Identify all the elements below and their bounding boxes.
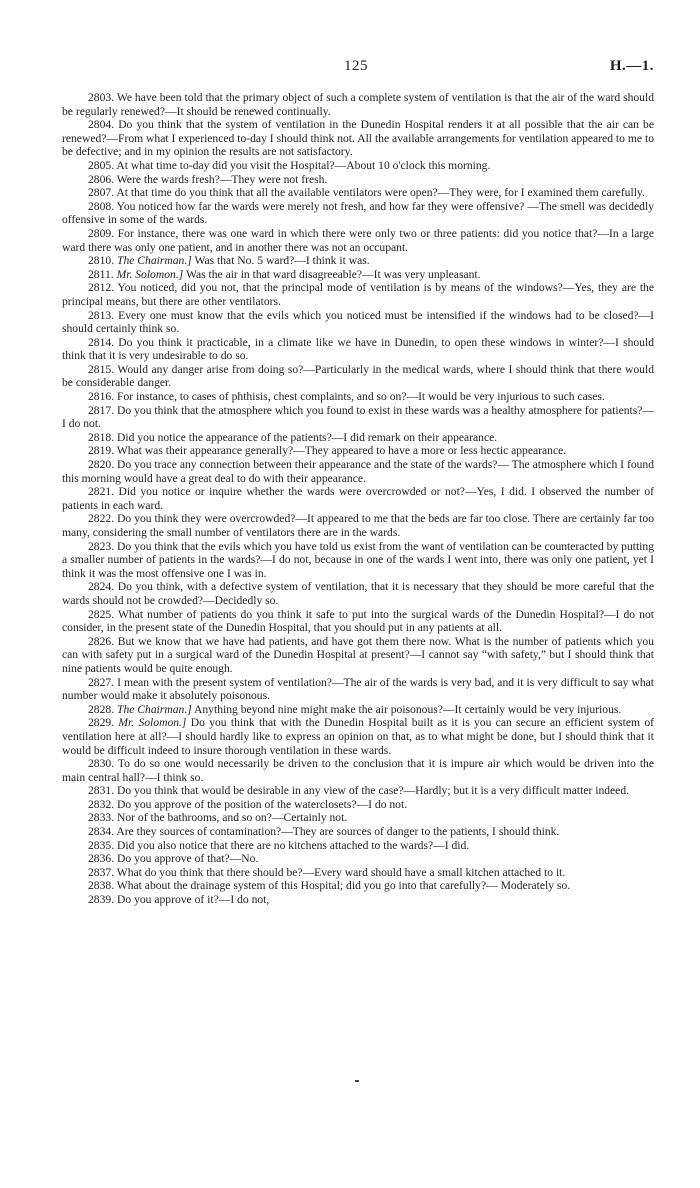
- question-number: 2806.: [88, 172, 115, 186]
- question-paragraph: [62, 268, 654, 282]
- question-text: What was their appearance generally?—They appeared to have a more or less hectic appearance.: [116, 444, 567, 458]
- question-number: 2810.: [88, 254, 115, 268]
- question-text: Do you think that with the Dunedin Hospital built as it is you can secure an efficient system of ventilation here at all?—I should hardly like to express an opinion on that, as to what might be done, but I should think that it would be difficult indeed to insure thorough ventilation in these wards.: [62, 716, 655, 757]
- question-paragraph: [62, 825, 654, 839]
- question-text: Do you approve of it?—I do not,: [117, 893, 270, 907]
- question-number: 2803.: [88, 91, 115, 104]
- question-text: At what time to-day did you visit the Hospital?—About 10 o'clock this morning.: [116, 158, 491, 172]
- speaker-label: The Chairman.]: [117, 254, 192, 268]
- question-number: 2814.: [88, 335, 115, 349]
- question-paragraph: [62, 173, 654, 187]
- question-number: 2825.: [88, 607, 115, 621]
- question-number: 2837.: [88, 865, 115, 879]
- question-paragraph: [62, 281, 654, 308]
- question-paragraph: [62, 404, 654, 431]
- question-number: 2813.: [88, 308, 115, 322]
- question-paragraph: [62, 866, 654, 880]
- question-number: 2823.: [88, 539, 115, 553]
- question-paragraph: [62, 716, 654, 757]
- question-number: 2824.: [88, 580, 115, 594]
- question-paragraph: [62, 703, 654, 717]
- question-text: You noticed, did you not, that the principal mode of ventilation is by means of the windows?—Yes, they are the principal means, but there are other ventilators.: [62, 281, 655, 308]
- speaker-label: Mr. Solomon.]: [116, 267, 184, 281]
- question-number: 2836.: [88, 852, 115, 866]
- question-number: 2804.: [88, 118, 115, 132]
- question-number: 2831.: [88, 784, 115, 798]
- question-text: What do you think that there should be?—Every ward should have a small kitchen attached to it.: [116, 865, 566, 879]
- question-text: To do so one would necessarily be driven to the conclusion that it is impure air which would be driven into the main central hall?—I think so.: [62, 757, 654, 784]
- question-paragraph: [62, 784, 654, 798]
- question-number: 2816.: [88, 390, 115, 404]
- question-paragraph: [62, 676, 654, 703]
- question-text: We have been told that the primary object of such a complete system of ventilation is that the air of the ward should be regularly renewed?—It should be renewed continually.: [62, 91, 654, 118]
- question-text: I mean with the present system of ventilation?—The air of the wards is very bad, and it is very difficult to say what number would make it absolutely poisonous.: [62, 675, 654, 703]
- question-paragraph: [62, 879, 654, 893]
- question-paragraph: [62, 485, 654, 512]
- question-number: 2815.: [88, 362, 115, 376]
- question-text: Do you think that would be desirable in any view of the case?—Hardly; but it is a very difficult matter indeed.: [117, 784, 630, 798]
- page-number: 125: [344, 58, 368, 74]
- question-paragraph: [62, 458, 654, 485]
- question-text: Do you think that the evils which you have told us exist from the want of ventilation can be counteracted by putting a smaller number of patients in the wards?—I do not, because in one of the wards I went into, there was only one patient, yet I think it was the most offensive one I was in.: [62, 539, 655, 580]
- question-paragraph: [62, 580, 654, 607]
- question-number: 2812.: [88, 281, 115, 295]
- question-paragraph: [62, 839, 654, 853]
- question-paragraph: [62, 608, 654, 635]
- print-mark: [355, 1080, 359, 1082]
- question-number: 2830.: [88, 757, 115, 771]
- question-number: 2808.: [88, 199, 115, 213]
- question-number: 2838.: [88, 879, 115, 893]
- question-paragraph: [62, 186, 654, 200]
- question-text: Every one must know that the evils which you noticed must be intensified if the windows had to be closed?—I should certainly think so.: [62, 308, 654, 336]
- question-text: Did you also notice that there are no kitchens attached to the wards?—I did.: [117, 838, 470, 852]
- question-number: 2834.: [88, 825, 115, 839]
- question-text: Nor of the bathrooms, and so on?—Certainly not.: [117, 811, 348, 825]
- question-text: Do you approve of the position of the waterclosets?—I do not.: [117, 797, 408, 811]
- question-number: 2829.: [88, 716, 115, 730]
- question-paragraph: [62, 254, 654, 268]
- question-text: Did you notice or inquire whether the wards were overcrowded or not?—Yes, I did. I observed the number of patients in each ward.: [62, 485, 654, 512]
- question-text: What number of patients do you think it safe to put into the surgical wards of the Dunedin Hospital?—I do not consider, in the present state of the Dunedin Hospital, that you should put in any patients at all.: [62, 607, 654, 635]
- question-text: At that time do you think that all the available ventilators were open?—They were, for I examined them carefully.: [116, 186, 645, 200]
- question-text: Do you think that the system of ventilation in the Dunedin Hospital renders it at all possible that the air can be renewed?—From what I experienced to-day I should think not. All the available arrangements for ventilation appeared to me to be defective; and in my opinion the results are not satisfactory.: [62, 118, 655, 159]
- question-text: Do you approve of that?—No.: [117, 852, 259, 866]
- question-paragraph: [62, 336, 654, 363]
- question-text: But we know that we have had patients, and have got them there now. What is the number of patients which you can with safety put in a surgical ward of the Dunedin Hospital at present?—I cannot say “with safety,” but I should think that nine patients would be quite enough.: [62, 634, 654, 675]
- question-number: 2809.: [88, 226, 115, 240]
- question-paragraph: [62, 159, 654, 173]
- question-paragraph: [62, 431, 654, 445]
- question-number: 2817.: [88, 403, 115, 417]
- question-paragraph: [62, 200, 654, 227]
- page-header: [0, 58, 700, 78]
- question-number: 2811.: [88, 267, 114, 281]
- question-paragraph: [62, 390, 654, 404]
- question-number: 2835.: [88, 838, 115, 852]
- question-paragraph: [62, 757, 654, 784]
- question-text: Do you think they were overcrowded?—It appeared to me that the beds are far too close. There are certainly far too many, considering the small number of ventilators there are in the wards.: [62, 512, 654, 539]
- question-text: What about the drainage system of this Hospital; did you go into that carefully?— Moderately so.: [116, 879, 571, 893]
- question-number: 2828.: [88, 702, 115, 716]
- question-paragraph: [62, 118, 654, 159]
- question-paragraph: [62, 512, 654, 539]
- question-number: 2818.: [88, 430, 115, 444]
- question-paragraph: [62, 852, 654, 866]
- question-number: 2820.: [88, 458, 115, 472]
- question-paragraph: [62, 540, 654, 581]
- question-paragraph: [62, 635, 654, 676]
- question-number: 2833.: [88, 811, 115, 825]
- question-text: Do you think, with a defective system of ventilation, that it is necessary that they should be more careful that the wards should not be crowded?—Decidedly so.: [62, 580, 654, 607]
- question-text: Was that No. 5 ward?—I think it was.: [194, 254, 370, 268]
- question-text: For instance, there was one ward in which there were only two or three patients: did you notice that?—In a large ward there was only one patient, and in another there was not an occupant.: [62, 226, 654, 254]
- question-number: 2827.: [88, 675, 115, 689]
- question-text: Were the wards fresh?—They were not fresh.: [116, 172, 328, 186]
- question-number: 2805.: [88, 158, 115, 172]
- question-paragraph: [62, 309, 654, 336]
- question-number: 2819.: [88, 444, 115, 458]
- question-text: Do you think it practicable, in a climate like we have in Dunedin, to open these windows in winter?—I should think that it is very undesirable to do so.: [62, 335, 654, 363]
- question-text: Do you think that the atmosphere which you found to exist in these wards was a healthy atmosphere for patients?—I do not.: [62, 403, 654, 431]
- speaker-label: Mr. Solomon.]: [118, 716, 187, 730]
- question-text: Are they sources of contamination?—They are sources of danger to the patients, I should think.: [116, 825, 560, 839]
- question-number: 2821.: [88, 485, 115, 499]
- question-number: 2807.: [88, 186, 115, 200]
- question-paragraph: [62, 363, 654, 390]
- question-paragraph: [62, 893, 654, 907]
- document-reference: H.—1.: [609, 58, 654, 74]
- question-text: Was the air in that ward disagreeable?—It was very unpleasant.: [185, 267, 481, 281]
- question-paragraph: [62, 91, 654, 118]
- speaker-label: The Chairman.]: [117, 702, 192, 716]
- question-text: Do you trace any connection between their appearance and the state of the wards?— The atmosphere which I found this morning would have a great deal to do with their appearance.: [62, 458, 655, 485]
- question-number: 2839.: [88, 893, 115, 907]
- question-number: 2822.: [88, 512, 115, 526]
- question-paragraph: [62, 798, 654, 812]
- question-number: 2826.: [88, 634, 115, 648]
- question-text: For instance, to cases of phthisis, chest complaints, and so on?—It would be very injurious to such cases.: [117, 390, 605, 404]
- question-text: Anything beyond nine might make the air poisonous?—It certainly would be very injurious.: [194, 702, 622, 716]
- question-number: 2832.: [88, 797, 115, 811]
- question-text: Would any danger arise from doing so?—Particularly in the medical wards, where I should think that there would be considerable danger.: [62, 362, 654, 390]
- question-text: Did you notice the appearance of the patients?—I did remark on their appearance.: [117, 430, 498, 444]
- question-paragraph: [62, 811, 654, 825]
- question-paragraph: [62, 227, 654, 254]
- question-paragraph: [62, 444, 654, 458]
- evidence-text: [62, 91, 654, 907]
- question-text: You noticed how far the wards were merely not fresh, and how far they were offensive? —The smell was decidedly offensive in some of the wards.: [62, 199, 654, 227]
